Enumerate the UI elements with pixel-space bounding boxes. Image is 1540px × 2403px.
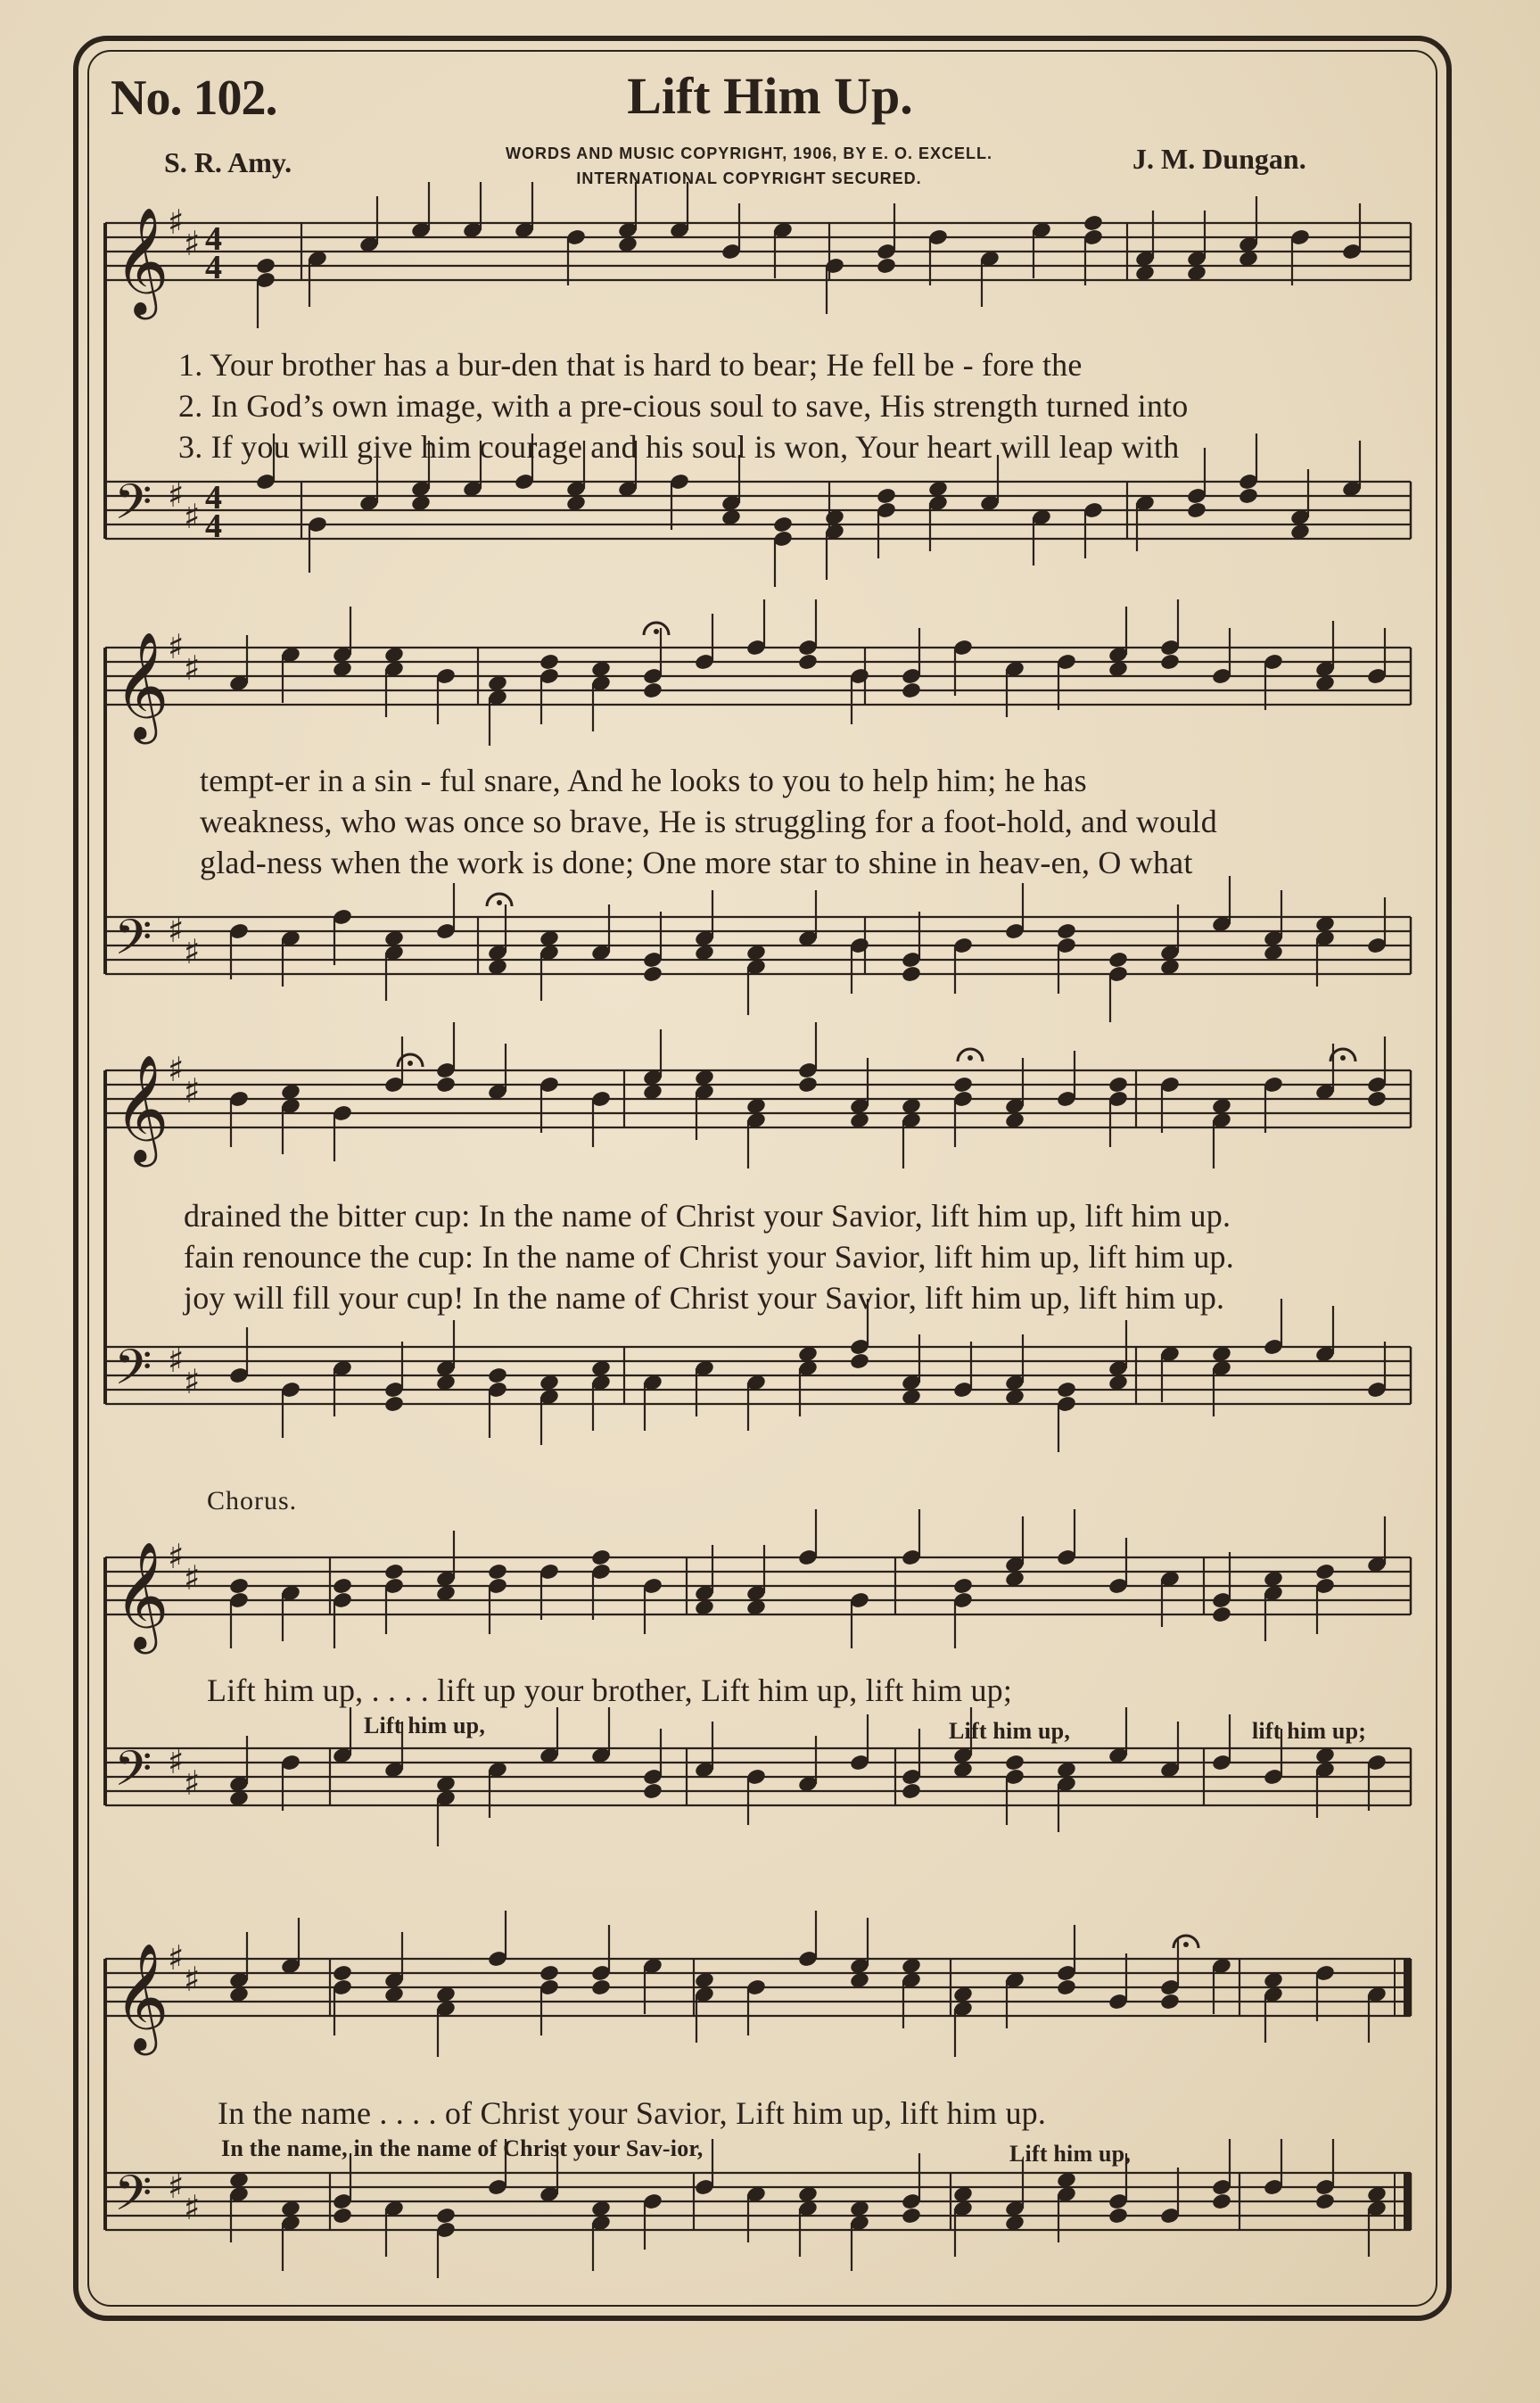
note-head bbox=[1108, 951, 1129, 970]
verse-3-line-1: 3. If you will give him courage and his soul is won, Your heart will leap with bbox=[178, 429, 1180, 465]
verse-1-line-1: 1. Your brother has a bur-den that is hard to bear; He fell be - fore the bbox=[178, 347, 1083, 383]
note-head bbox=[1211, 1606, 1232, 1624]
key-signature-sharp: ♯ bbox=[184, 648, 201, 688]
verse-2-line-1: 2. In God’s own image, with a pre-cious soul to save, His strength turned into bbox=[178, 388, 1189, 424]
note-head bbox=[952, 1076, 974, 1094]
note-head bbox=[1314, 1563, 1336, 1581]
key-signature-sharp: ♯ bbox=[184, 1361, 201, 1401]
fermata-dot bbox=[1340, 1055, 1346, 1061]
note-head bbox=[876, 257, 897, 276]
key-signature-sharp: ♯ bbox=[168, 202, 185, 242]
verse-1-line-2: tempt-er in a sin - ful snare, And he looks to you to help him; he has bbox=[200, 763, 1087, 798]
note-head bbox=[1366, 1090, 1388, 1109]
note-head bbox=[383, 1395, 405, 1414]
verse-2-line-3: fain renounce the cup: In the name of Christ your Savior, lift him up, lift him up. bbox=[184, 1239, 1234, 1275]
note-head bbox=[797, 1076, 819, 1094]
fermata-dot bbox=[654, 629, 659, 634]
key-signature-sharp: ♯ bbox=[184, 1959, 201, 1999]
note-head bbox=[1056, 922, 1077, 941]
note-head bbox=[1314, 2192, 1336, 2211]
note-head bbox=[1056, 1381, 1077, 1400]
bass-clef-icon: 𝄢 bbox=[114, 909, 152, 978]
bass-clef-icon: 𝄢 bbox=[114, 1740, 152, 1809]
key-signature-sharp: ♯ bbox=[168, 1340, 185, 1380]
key-signature-sharp: ♯ bbox=[168, 1536, 185, 1576]
copyright-line-2: INTERNATIONAL COPYRIGHT SECURED. bbox=[576, 169, 922, 187]
verse-2-line-2: weakness, who was once so brave, He is struggling for a foot-hold, and would bbox=[200, 804, 1217, 839]
bass-clef-icon: 𝄢 bbox=[114, 1339, 152, 1408]
note-head bbox=[1211, 2192, 1232, 2211]
key-signature-sharp: ♯ bbox=[168, 1049, 185, 1089]
time-signature-digit: 4 bbox=[205, 220, 222, 258]
fermata-dot bbox=[968, 1055, 973, 1061]
note-head bbox=[1186, 501, 1207, 520]
bass-clef-icon: 𝄢 bbox=[114, 2165, 152, 2234]
key-signature-sharp: ♯ bbox=[184, 1557, 201, 1598]
note-head bbox=[228, 1577, 250, 1596]
key-signature-sharp: ♯ bbox=[168, 1937, 185, 1978]
note-head bbox=[901, 681, 922, 700]
key-signature-sharp: ♯ bbox=[184, 2187, 201, 2227]
treble-clef-icon: 𝄞 bbox=[114, 206, 169, 315]
key-signature-sharp: ♯ bbox=[184, 496, 201, 536]
note-head bbox=[539, 653, 560, 672]
fermata-dot bbox=[497, 900, 502, 905]
note-head bbox=[435, 1076, 457, 1094]
chorus-echo-1c: lift him up; bbox=[1252, 1718, 1367, 1744]
hymn-title: Lift Him Up. bbox=[627, 67, 913, 125]
time-signature-digit: 4 bbox=[205, 249, 222, 286]
chorus-label: Chorus. bbox=[207, 1486, 298, 1515]
note-head bbox=[772, 516, 794, 534]
note-head bbox=[590, 1978, 612, 1997]
final-barline bbox=[1404, 1959, 1411, 2016]
treble-clef-icon: 𝄞 bbox=[114, 631, 169, 739]
composer: J. M. Dungan. bbox=[1132, 143, 1306, 175]
note-head bbox=[1159, 1993, 1181, 2011]
note-head bbox=[487, 1563, 508, 1581]
treble-clef-icon: 𝄞 bbox=[114, 1540, 169, 1649]
chorus-echo-2b: Lift him up, bbox=[1009, 2141, 1132, 2167]
note-head bbox=[539, 1964, 560, 1983]
key-signature-sharp: ♯ bbox=[168, 910, 185, 950]
note-head bbox=[901, 1782, 922, 1801]
note-head bbox=[332, 2207, 353, 2225]
time-signature-digit: 4 bbox=[205, 479, 222, 516]
fermata-dot bbox=[1183, 1942, 1189, 1947]
note-head bbox=[876, 487, 897, 506]
verse-3-line-3: joy will fill your cup! In the name of Christ your Savior, lift him up, lift him up. bbox=[184, 1280, 1225, 1316]
chorus-echo-2a: In the name, in the name of Christ your Sav-ior, bbox=[221, 2135, 704, 2161]
note-head bbox=[1004, 1754, 1025, 1772]
note-head bbox=[1159, 653, 1181, 672]
note-head bbox=[1108, 1076, 1129, 1094]
chorus-echo-1b: Lift him up, bbox=[949, 1718, 1071, 1744]
key-signature-sharp: ♯ bbox=[184, 223, 201, 263]
note-head bbox=[1108, 2207, 1129, 2225]
note-head bbox=[255, 257, 276, 276]
verse-1-line-3: drained the bitter cup: In the name of Christ your Savior, lift him up, lift him up. bbox=[184, 1198, 1231, 1234]
key-signature-sharp: ♯ bbox=[168, 2166, 185, 2206]
note-head bbox=[487, 1367, 508, 1385]
note-head bbox=[332, 1964, 353, 1983]
verse-3-line-2: glad-ness when the work is done; One more star to shine in heav-en, O what bbox=[200, 845, 1193, 880]
note-head bbox=[901, 2207, 922, 2225]
key-signature-sharp: ♯ bbox=[168, 1741, 185, 1781]
author: S. R. Amy. bbox=[164, 146, 292, 178]
key-signature-sharp: ♯ bbox=[184, 931, 201, 971]
note-head bbox=[590, 1548, 612, 1567]
note-head bbox=[1083, 214, 1104, 233]
copyright-line-1: WORDS AND MUSIC COPYRIGHT, 1906, BY E. O. EXCELL. bbox=[505, 145, 993, 162]
note-head bbox=[383, 1563, 405, 1581]
chorus-echo-1a: Lift him up, bbox=[364, 1713, 486, 1738]
note-head bbox=[849, 1352, 870, 1371]
final-barline bbox=[1404, 2173, 1411, 2230]
chorus-line-1: Lift him up, . . . . lift up your brother, Lift him up, lift him up; bbox=[207, 1672, 1013, 1708]
note-head bbox=[901, 965, 922, 984]
fermata-dot bbox=[408, 1061, 413, 1066]
chorus-line-2: In the name . . . . of Christ your Savior, Lift him up, lift him up. bbox=[218, 2095, 1047, 2131]
treble-clef-icon: 𝄞 bbox=[114, 1942, 169, 2051]
key-signature-sharp: ♯ bbox=[184, 1070, 201, 1111]
bass-clef-icon: 𝄢 bbox=[114, 474, 152, 542]
key-signature-sharp: ♯ bbox=[168, 475, 185, 515]
note-head bbox=[1238, 487, 1259, 506]
note-head bbox=[332, 1577, 353, 1596]
note-head bbox=[642, 1782, 663, 1801]
note-head bbox=[642, 965, 663, 984]
key-signature-sharp: ♯ bbox=[184, 1763, 201, 1803]
treble-clef-icon: 𝄞 bbox=[114, 1053, 169, 1162]
note-head bbox=[952, 1577, 974, 1596]
note-head bbox=[435, 2207, 457, 2225]
key-signature-sharp: ♯ bbox=[168, 626, 185, 666]
hymn-number: No. 102. bbox=[111, 70, 277, 126]
note-head bbox=[642, 681, 663, 700]
time-signature-digit: 4 bbox=[205, 508, 222, 545]
note-head bbox=[1056, 1978, 1077, 1997]
note-head bbox=[797, 653, 819, 672]
